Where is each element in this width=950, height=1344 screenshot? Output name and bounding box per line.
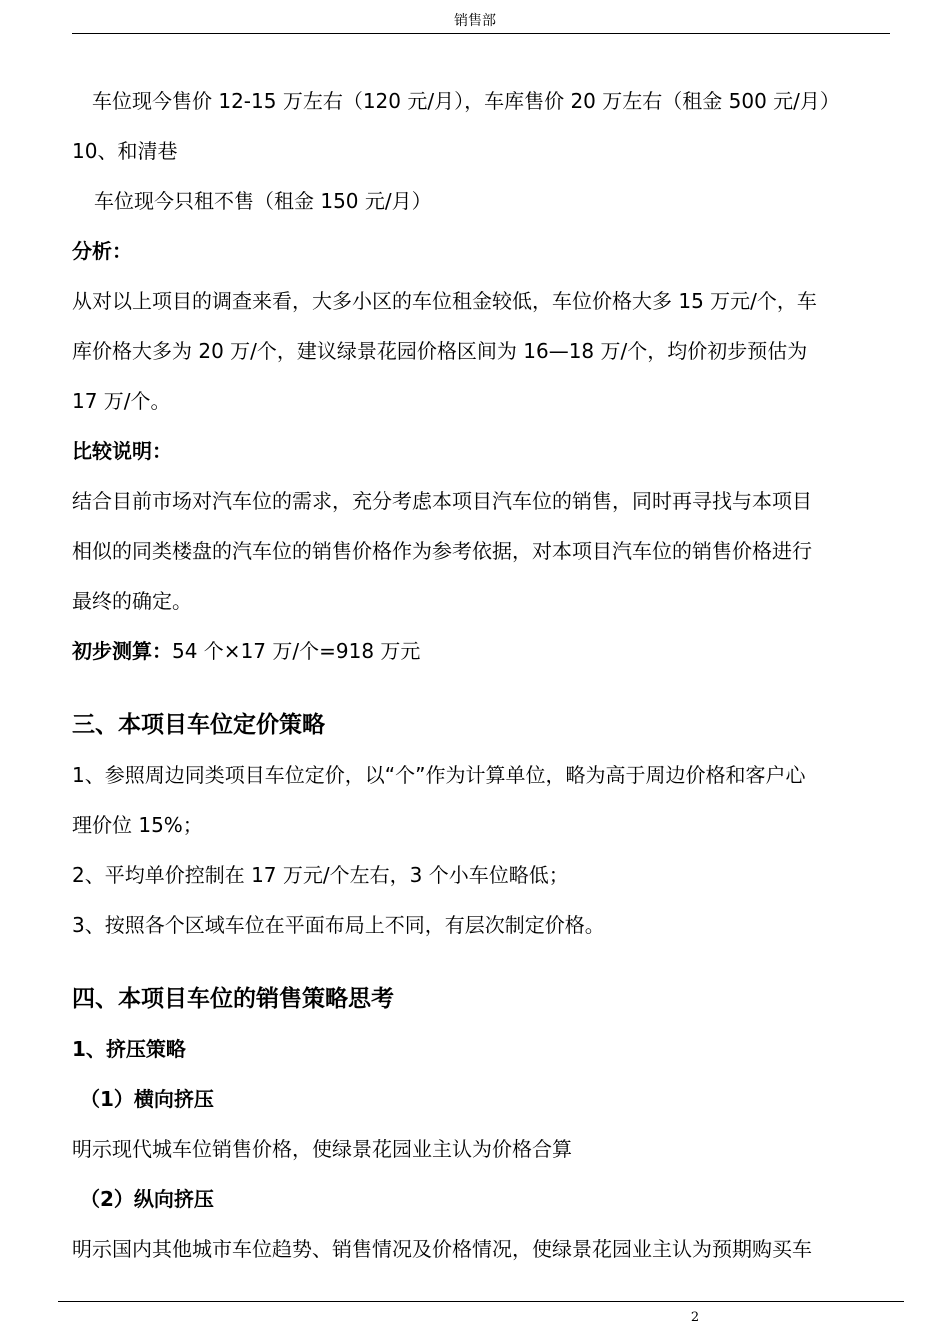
comparison-line: 最终的确定。: [72, 589, 192, 613]
estimate-label: 初步测算：: [72, 639, 172, 663]
paragraph-item-10: 10、和清巷: [72, 139, 178, 163]
vertical-squeeze-title: （2）纵向挤压: [80, 1187, 214, 1211]
pricing-strategy-line: 2、平均单价控制在 17 万元/个左右，3 个小车位略低；: [72, 863, 569, 887]
page-number: 2: [690, 1310, 700, 1325]
vertical-squeeze-text: 明示国内其他城市车位趋势、销售情况及价格情况，使绿景花园业主认为预期购买车: [72, 1237, 812, 1261]
comparison-heading: 比较说明：: [72, 439, 172, 463]
pricing-strategy-line: 1、参照周边同类项目车位定价，以“个”作为计算单位，略为高于周边价格和客户心: [72, 763, 806, 787]
pricing-strategy-line: 理价位 15%；: [72, 813, 203, 837]
analysis-heading: 分析：: [72, 239, 132, 263]
comparison-line: 相似的同类楼盘的汽车位的销售价格作为参考依据，对本项目汽车位的销售价格进行: [72, 539, 812, 563]
paragraph-rent-only: 车位现今只租不售（租金 150 元/月）: [94, 189, 432, 213]
page-header: 销售部: [454, 13, 496, 29]
section-4-title: 四、本项目车位的销售策略思考: [72, 986, 394, 1012]
subsection-squeeze-title: 1、挤压策略: [72, 1037, 186, 1061]
paragraph-parking-price: 车位现今售价 12-15 万左右（120 元/月），车库售价 20 万左右（租金 500 元/月）: [92, 89, 840, 113]
document-body: [72, 76, 892, 1274]
analysis-line: 库价格大多为 20 万/个，建议绿景花园价格区间为 16—18 万/个，均价初步预估为: [72, 339, 808, 363]
estimate-line: [72, 626, 892, 676]
horizontal-squeeze-text: 明示现代城车位销售价格，使绿景花园业主认为价格合算: [72, 1137, 572, 1161]
horizontal-squeeze-title: （1）横向挤压: [80, 1087, 214, 1111]
estimate-value: 54 个×17 万/个=918 万元: [172, 639, 421, 663]
analysis-line: 17 万/个。: [72, 389, 171, 413]
analysis-line: 从对以上项目的调查来看，大多小区的车位租金较低，车位价格大多 15 万元/个，车: [72, 289, 817, 313]
footer-divider: [58, 1301, 904, 1302]
section-3-title: 三、本项目车位定价策略: [72, 712, 325, 738]
pricing-strategy-line: 3、按照各个区域车位在平面布局上不同，有层次制定价格。: [72, 913, 605, 937]
comparison-line: 结合目前市场对汽车位的需求，充分考虑本项目汽车位的销售，同时再寻找与本项目: [72, 489, 812, 513]
header-divider: [72, 33, 890, 34]
